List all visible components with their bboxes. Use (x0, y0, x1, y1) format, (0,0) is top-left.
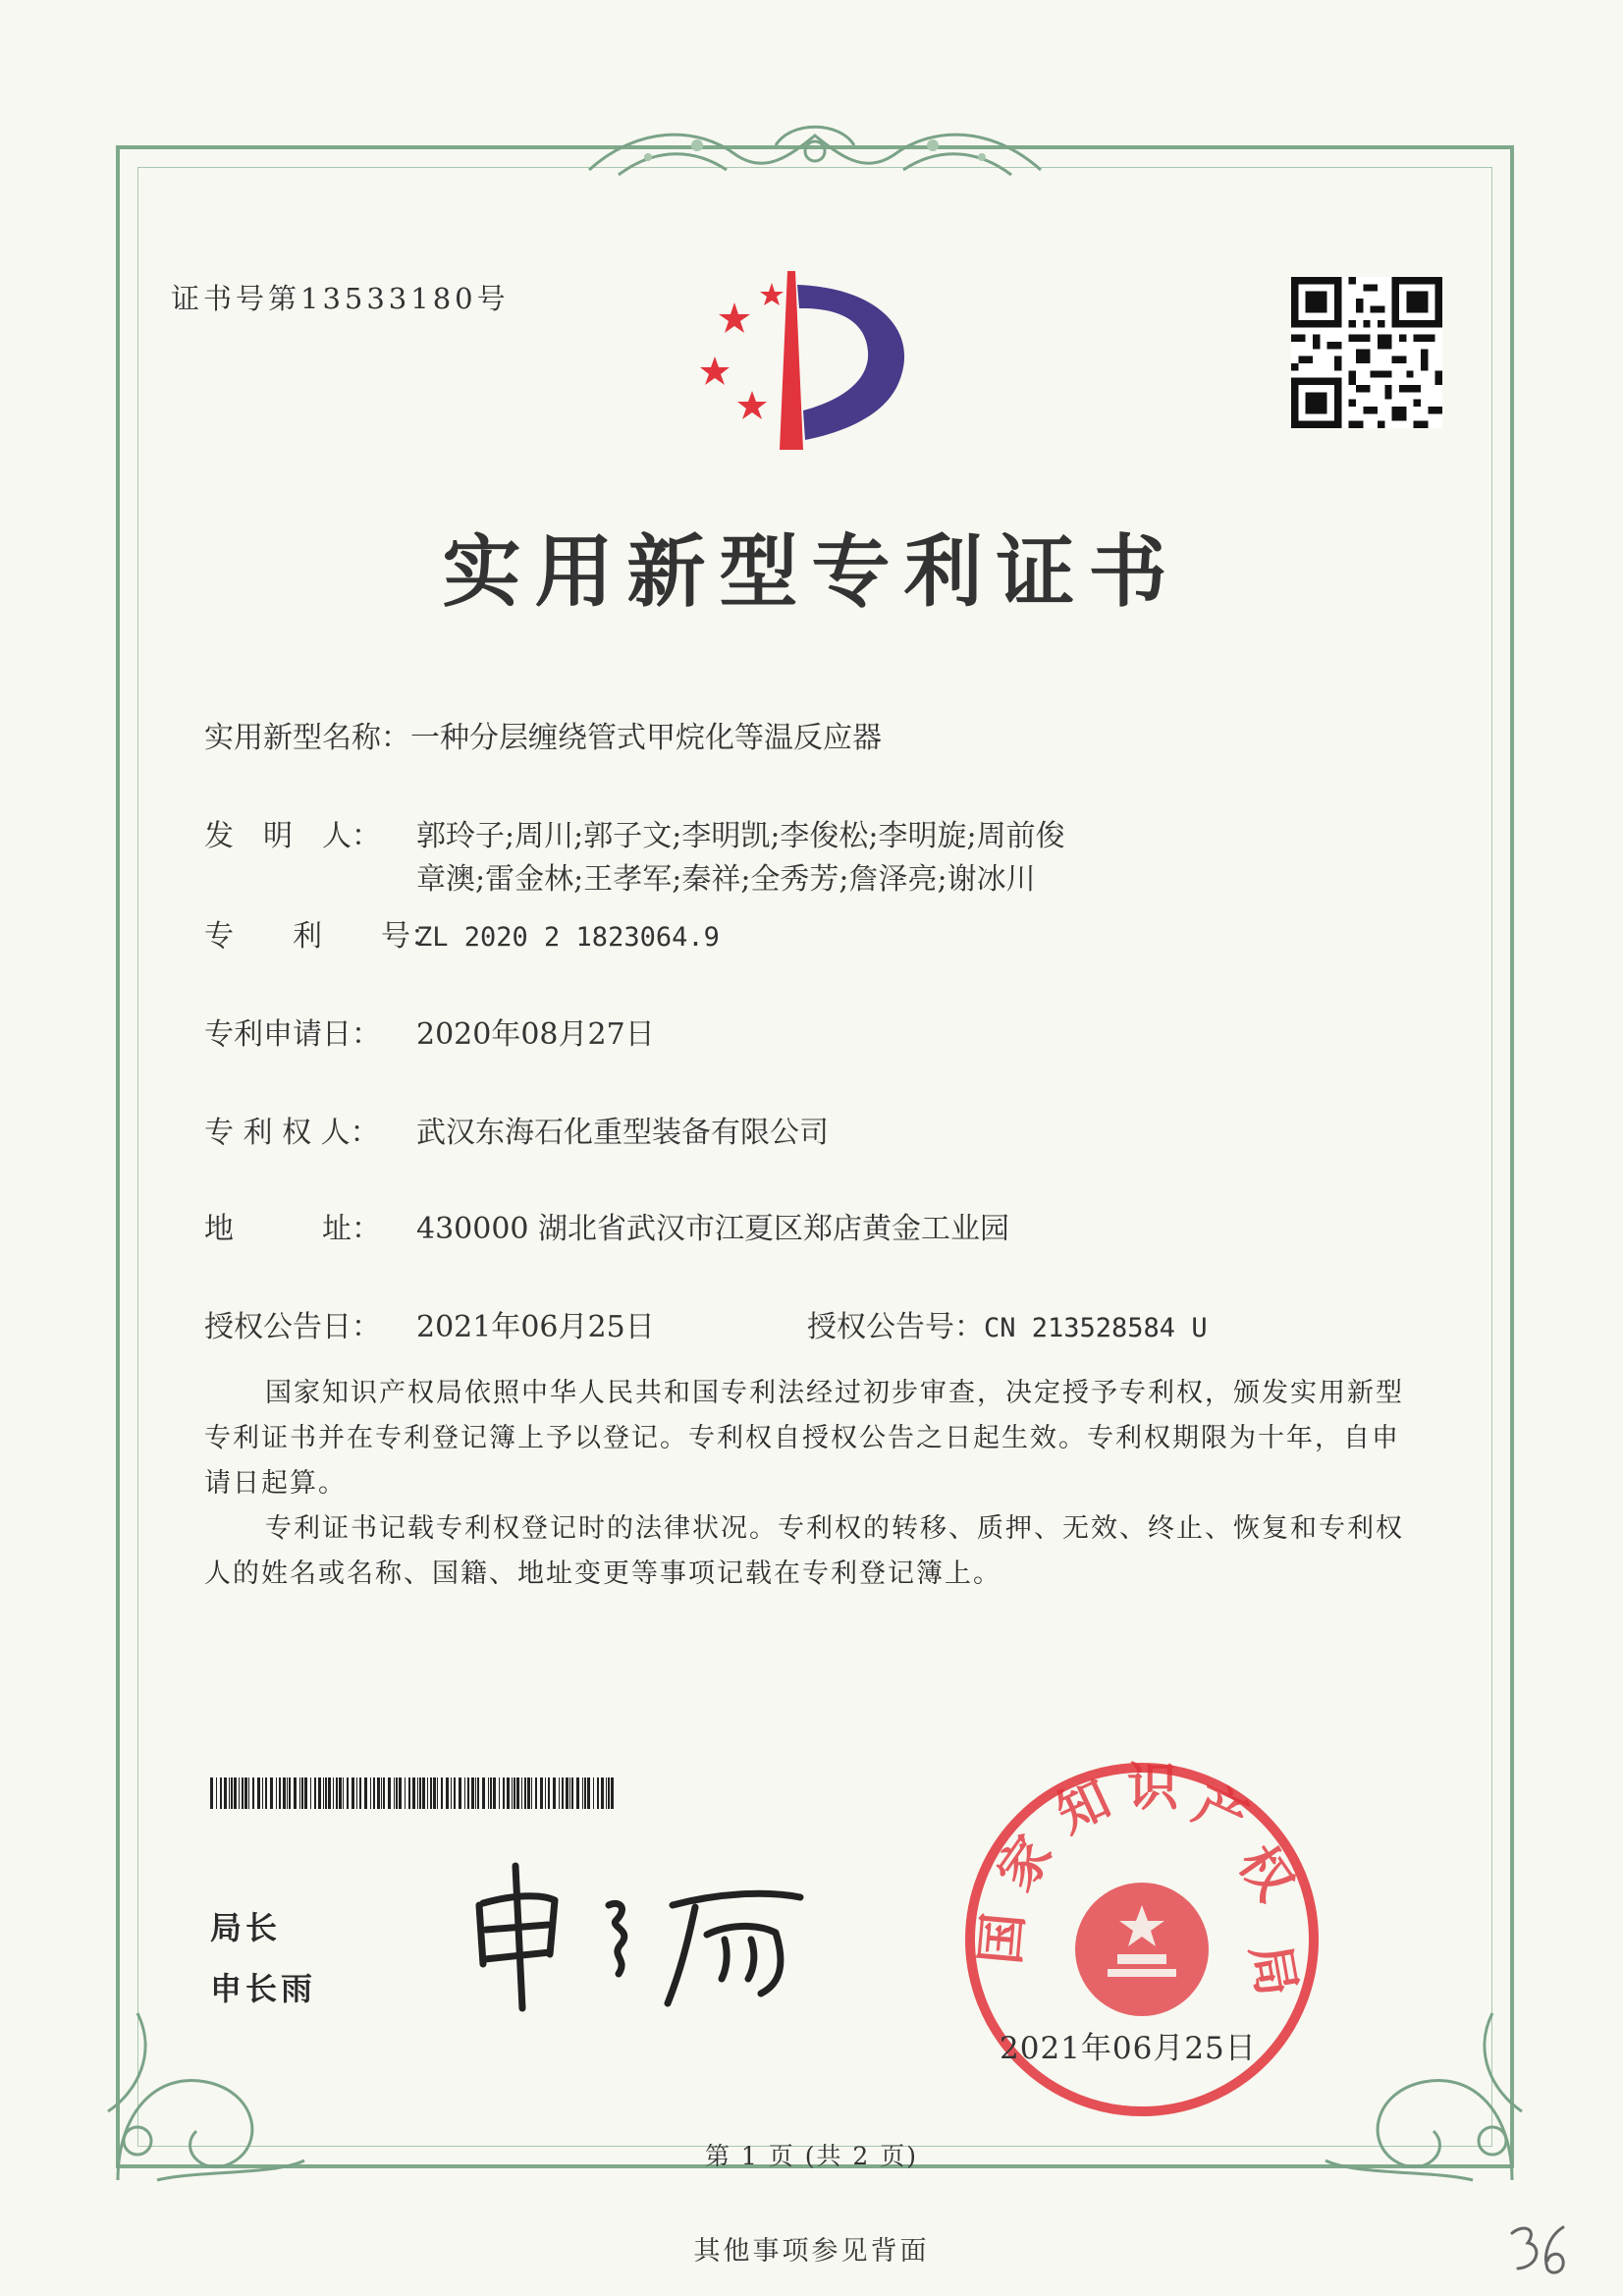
barcode-bar (601, 1777, 604, 1809)
legal-statement (204, 1371, 1414, 1597)
field-value: 一种分层缠绕管式甲烷化等温反应器 (410, 721, 882, 755)
barcode-bar (370, 1777, 371, 1809)
barcode-bar (399, 1777, 402, 1809)
barcode-icon (210, 1777, 616, 1809)
barcode-bar (437, 1777, 438, 1809)
barcode-bar (262, 1777, 263, 1809)
barcode-bar (347, 1777, 349, 1809)
field-label: 专利申请日： (204, 1017, 381, 1052)
barcode-bar (582, 1777, 583, 1809)
barcode-bar (318, 1777, 321, 1809)
field-inventors-line2 (416, 854, 1036, 898)
barcode-bar (454, 1777, 456, 1809)
barcode-bar (419, 1777, 421, 1809)
barcode-bar (314, 1777, 316, 1809)
barcode-bar (364, 1777, 367, 1809)
field-grant-announcement-number (807, 1302, 1208, 1345)
field-label: 专 利 号： (204, 919, 440, 954)
barcode-bar (417, 1777, 418, 1809)
handwritten-signature-icon (461, 1846, 815, 2013)
barcode-bar (569, 1777, 570, 1809)
barcode-bar (566, 1777, 568, 1809)
barcode-bar (499, 1777, 500, 1809)
barcode-bar (276, 1777, 277, 1809)
svg-text:产: 产 (1184, 1774, 1257, 1850)
barcode-bar (545, 1777, 546, 1809)
barcode-bar (248, 1777, 249, 1809)
barcode-bar (597, 1777, 599, 1809)
field-inventors (204, 811, 1065, 854)
barcode-bar (587, 1777, 590, 1809)
barcode-bar (516, 1777, 519, 1809)
barcode-bar (377, 1777, 380, 1809)
barcode-bar (279, 1777, 281, 1809)
barcode-bar (231, 1777, 233, 1809)
barcode-bar (381, 1777, 382, 1809)
barcode-bar (216, 1777, 217, 1809)
handwritten-page-mark-icon (1504, 2221, 1573, 2280)
barcode-bar (531, 1777, 532, 1809)
barcode-bar (477, 1777, 479, 1809)
certificate-number: 证书号第13533180号 (171, 282, 510, 315)
barcode-bar (433, 1777, 436, 1809)
barcode-bar (611, 1777, 614, 1809)
barcode-bar (427, 1777, 428, 1809)
svg-text:权: 权 (1226, 1834, 1305, 1912)
barcode-bar (464, 1777, 465, 1809)
field-label: 发 明 人： (204, 819, 381, 853)
seal-date: 2021年06月25日 (1000, 2031, 1257, 2066)
field-value-line2: 章澳;雷金林;王孝军;秦祥;全秀芳;詹泽亮;谢冰川 (416, 862, 1036, 897)
barcode-bar (446, 1777, 449, 1809)
barcode-bar (475, 1777, 476, 1809)
barcode-bar (553, 1777, 556, 1809)
barcode-bar (524, 1777, 526, 1809)
barcode-bar (244, 1777, 247, 1809)
barcode-bar (210, 1777, 213, 1809)
footer-note: 其他事项参见背面 (693, 2236, 930, 2267)
barcode-bar (548, 1777, 550, 1809)
legal-paragraph-2: 专利证书记载专利权登记时的法律状况。专利权的转移、质押、无效、终止、恢复和专利权人的姓名或名称、国籍、地址变更等事项记载在专利登记簿上。 (204, 1513, 1404, 1589)
barcode-bar (493, 1777, 496, 1809)
field-patentee (204, 1108, 829, 1151)
barcode-bar (252, 1777, 254, 1809)
barcode-bar (325, 1777, 327, 1809)
barcode-bar (339, 1777, 342, 1809)
barcode-bar (336, 1777, 338, 1809)
barcode-bar (287, 1777, 288, 1809)
barcode-bar (356, 1777, 357, 1809)
field-label: 授权公告日： (204, 1310, 381, 1344)
barcode-bar (576, 1777, 579, 1809)
barcode-bar (441, 1777, 443, 1809)
barcode-bar (488, 1777, 489, 1809)
barcode-bar (422, 1777, 425, 1809)
field-label: 实用新型名称： (204, 721, 410, 755)
top-ornament-icon (579, 116, 1051, 194)
barcode-bar (352, 1777, 354, 1809)
barcode-bar (584, 1777, 586, 1809)
barcode-bar (608, 1777, 610, 1809)
barcode-bar (388, 1777, 391, 1809)
svg-text:局: 局 (1239, 1940, 1308, 2001)
barcode-bar (294, 1777, 297, 1809)
field-patent-number (204, 911, 720, 955)
barcode-bar (527, 1777, 530, 1809)
barcode-bar (396, 1777, 398, 1809)
signatory-name: 申长雨 (210, 1970, 317, 2007)
barcode-bar (343, 1777, 344, 1809)
barcode-bar (257, 1777, 260, 1809)
barcode-bar (224, 1777, 227, 1809)
barcode-bar (283, 1777, 286, 1809)
field-application-date (204, 1010, 655, 1053)
barcode-bar (323, 1777, 324, 1809)
barcode-bar (467, 1777, 469, 1809)
barcode-bar (507, 1777, 510, 1809)
barcode-bar (239, 1777, 240, 1809)
barcode-bar (333, 1777, 334, 1809)
barcode-bar (373, 1777, 375, 1809)
barcode-bar (459, 1777, 461, 1809)
barcode-bar (451, 1777, 452, 1809)
barcode-bar (482, 1777, 485, 1809)
field-label: 地 址： (204, 1212, 381, 1246)
barcode-bar (310, 1777, 311, 1809)
field-label: 授权公告号： (807, 1310, 984, 1344)
svg-text:国: 国 (970, 1910, 1035, 1967)
field-value: 2020年08月27日 (416, 1017, 655, 1052)
barcode-bar (242, 1777, 243, 1809)
field-value: CN 213528584 U (984, 1313, 1208, 1343)
barcode-bar (540, 1777, 543, 1809)
barcode-bar (394, 1777, 395, 1809)
svg-text:知: 知 (1048, 1769, 1120, 1845)
document-title: 实用新型专利证书 (442, 525, 1181, 618)
barcode-bar (503, 1777, 505, 1809)
field-address (204, 1204, 1009, 1247)
field-value: ZL 2020 2 1823064.9 (416, 922, 720, 953)
barcode-bar (562, 1777, 564, 1809)
field-value: 2021年06月25日 (416, 1310, 655, 1344)
barcode-bar (471, 1777, 474, 1809)
legal-paragraph-1: 国家知识产权局依照中华人民共和国专利法经过初步审查，决定授予专利权，颁发实用新型专利证书并在专利登记簿上予以登记。专利权自授权公告之日起生效。专利权期限为十年，自申请日起算。 (204, 1378, 1404, 1499)
barcode-bar (383, 1777, 385, 1809)
qr-code-icon (1291, 277, 1442, 428)
barcode-bar (229, 1777, 230, 1809)
barcode-bar (559, 1777, 560, 1809)
field-label: 专 利 权 人： (204, 1116, 380, 1150)
barcode-bar (405, 1777, 406, 1809)
barcode-bar (220, 1777, 222, 1809)
barcode-bar (328, 1777, 331, 1809)
barcode-bar (299, 1777, 300, 1809)
svg-text:家: 家 (985, 1825, 1064, 1902)
barcode-bar (301, 1777, 303, 1809)
barcode-bar (289, 1777, 291, 1809)
signatory-title: 局长 (210, 1909, 282, 1946)
field-value: 郭玲子;周川;郭子文;李明凯;李俊松;李明旋;周前俊 (416, 819, 1065, 853)
barcode-bar (304, 1777, 307, 1809)
field-value: 430000 湖北省武汉市江夏区郑店黄金工业园 (416, 1212, 1010, 1246)
barcode-bar (265, 1777, 267, 1809)
barcode-bar (408, 1777, 410, 1809)
page-number: 第 1 页 (共 2 页) (704, 2142, 919, 2170)
field-utility-model-name (204, 713, 882, 756)
barcode-bar (514, 1777, 515, 1809)
barcode-bar (412, 1777, 415, 1809)
barcode-bar (521, 1777, 522, 1809)
barcode-bar (606, 1777, 607, 1809)
field-value: 武汉东海石化重型装备有限公司 (416, 1116, 829, 1150)
barcode-bar (512, 1777, 513, 1809)
barcode-bar (593, 1777, 594, 1809)
patent-office-logo-icon (693, 263, 939, 460)
barcode-bar (571, 1777, 573, 1809)
barcode-bar (535, 1777, 537, 1809)
svg-text:识: 识 (1127, 1758, 1179, 1818)
field-grant-announcement-date (204, 1302, 655, 1345)
barcode-bar (430, 1777, 432, 1809)
barcode-bar (234, 1777, 237, 1809)
barcode-bar (490, 1777, 492, 1809)
barcode-bar (359, 1777, 361, 1809)
barcode-bar (270, 1777, 273, 1809)
